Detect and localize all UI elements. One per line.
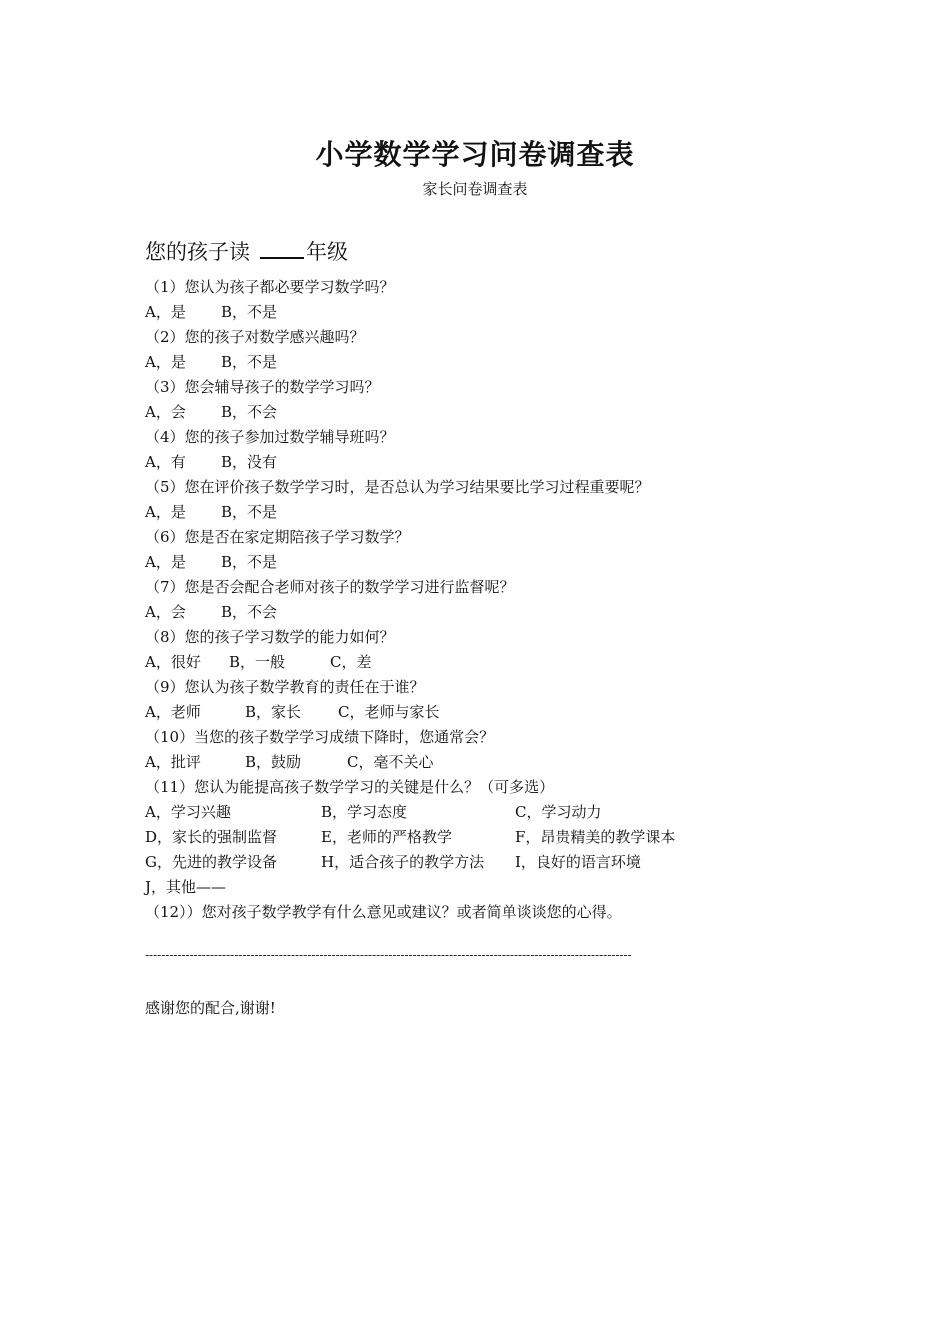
options-1 <box>145 300 785 325</box>
option-10a[interactable]: A，批评 <box>145 753 201 771</box>
question-10: （10）当您的孩子数学学习成绩下降时，您通常会？ <box>145 728 495 746</box>
question-8: （8）您的孩子学习数学的能力如何？ <box>145 628 395 646</box>
option-8c[interactable]: C，差 <box>330 653 372 671</box>
option-9b[interactable]: B，家长 <box>245 703 302 721</box>
question-5: （5）您在评价孩子数学学习时，是否总认为学习结果要比学习过程重要呢？ <box>145 478 650 496</box>
options-5 <box>145 500 785 525</box>
option-1b[interactable]: B，不是 <box>221 303 278 321</box>
option-2a[interactable]: A，是 <box>145 353 186 371</box>
options-4 <box>145 450 785 475</box>
options-11-row1 <box>145 800 785 825</box>
grade-line <box>145 236 348 266</box>
option-11d[interactable]: D，家长的强制监督 <box>145 828 278 846</box>
options-2 <box>145 350 785 375</box>
option-4a[interactable]: A，有 <box>145 453 186 471</box>
question-1: （1）您认为孩子都必要学习数学吗？ <box>145 278 395 296</box>
option-3a[interactable]: A，会 <box>145 403 186 421</box>
option-11j[interactable]: J，其他—— <box>145 878 227 896</box>
options-6 <box>145 550 785 575</box>
question-4: （4）您的孩子参加过数学辅导班吗？ <box>145 428 395 446</box>
question-7: （7）您是否会配合老师对孩子的数学学习进行监督呢？ <box>145 578 515 596</box>
page-title: 小学数学学习问卷调查表 <box>315 138 635 171</box>
option-8b[interactable]: B，一般 <box>229 653 286 671</box>
option-11a[interactable]: A，学习兴趣 <box>145 803 231 821</box>
option-7a[interactable]: A，会 <box>145 603 186 621</box>
option-7b[interactable]: B，不会 <box>221 603 278 621</box>
options-11-row3 <box>145 850 785 875</box>
grade-blank[interactable] <box>260 237 304 259</box>
option-11h[interactable]: H，适合孩子的教学方法 <box>321 853 485 871</box>
option-2b[interactable]: B，不是 <box>221 353 278 371</box>
option-6b[interactable]: B，不是 <box>221 553 278 571</box>
question-12: （12））您对孩子数学教学有什么意见或建议？或者简单谈谈您的心得。 <box>145 903 622 921</box>
question-11: （11）您认为能提高孩子数学学习的关键是什么？（可多选） <box>145 778 555 796</box>
option-9c[interactable]: C，老师与家长 <box>338 703 440 721</box>
option-8a[interactable]: A，很好 <box>145 653 201 671</box>
option-9a[interactable]: A，老师 <box>145 703 201 721</box>
options-8 <box>145 650 785 675</box>
option-4b[interactable]: B，没有 <box>221 453 278 471</box>
option-5a[interactable]: A，是 <box>145 503 186 521</box>
options-11-row4 <box>145 875 785 900</box>
option-10c[interactable]: C，毫不关心 <box>347 753 434 771</box>
options-7 <box>145 600 785 625</box>
question-6: （6）您是否在家定期陪孩子学习数学？ <box>145 528 410 546</box>
option-11i[interactable]: I，良好的语言环境 <box>515 853 641 871</box>
option-11g[interactable]: G，先进的教学设备 <box>145 853 277 871</box>
questionnaire <box>145 275 785 925</box>
option-11b[interactable]: B，学习态度 <box>321 803 408 821</box>
question-3: （3）您会辅导孩子的数学学习吗？ <box>145 378 380 396</box>
options-10 <box>145 750 785 775</box>
options-11-row2 <box>145 825 785 850</box>
option-11c[interactable]: C，学习动力 <box>515 803 602 821</box>
question-9: （9）您认为孩子数学教育的责任在于谁？ <box>145 678 425 696</box>
grade-suffix: 年级 <box>306 240 348 264</box>
options-9 <box>145 700 785 725</box>
option-11e[interactable]: E，老师的严格教学 <box>321 828 452 846</box>
option-10b[interactable]: B，鼓励 <box>245 753 302 771</box>
option-6a[interactable]: A，是 <box>145 553 186 571</box>
option-5b[interactable]: B，不是 <box>221 503 278 521</box>
option-3b[interactable]: B，不会 <box>221 403 278 421</box>
options-3 <box>145 400 785 425</box>
grade-prefix: 您的孩子读 <box>145 240 250 264</box>
page-subtitle: 家长问卷调查表 <box>422 180 528 198</box>
thanks-text: 感谢您的配合,谢谢! <box>145 999 276 1017</box>
answer-divider: ------------------------------------------------------------------------------------------------------------------------ <box>145 948 632 962</box>
option-1a[interactable]: A，是 <box>145 303 186 321</box>
option-11f[interactable]: F，昂贵精美的教学课本 <box>515 828 676 846</box>
question-2: （2）您的孩子对数学感兴趣吗？ <box>145 328 365 346</box>
